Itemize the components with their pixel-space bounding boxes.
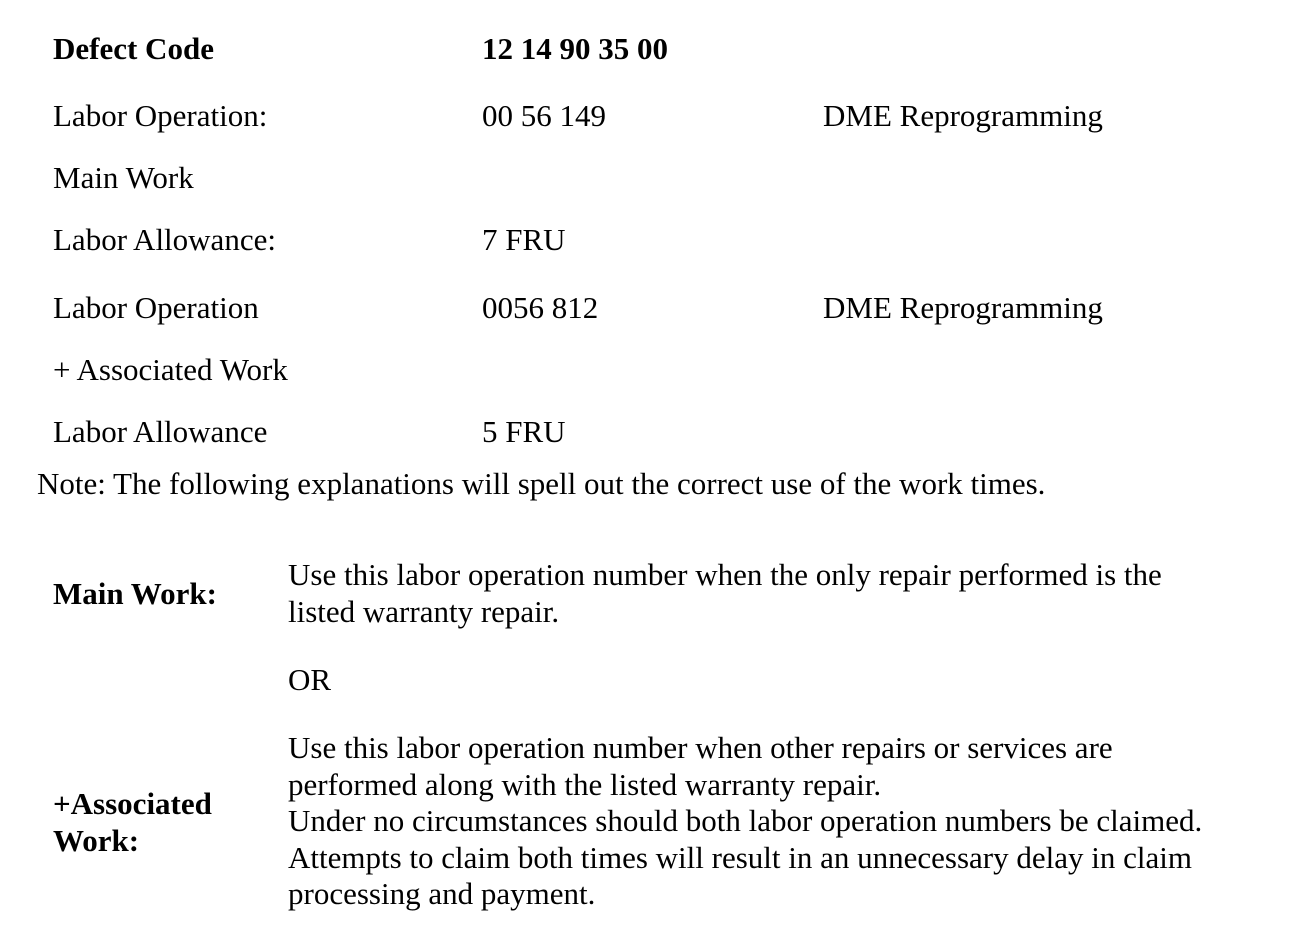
- defect-code-label: Defect Code: [53, 31, 214, 66]
- defect-code-value: 12 14 90 35 00: [482, 31, 668, 66]
- associated-work-definition-line: performed along with the listed warranty repair.: [288, 766, 882, 802]
- associated-work-term-line: Work:: [53, 822, 140, 858]
- associated-work-definition-line: Attempts to claim both times will result in an unnecessary delay in claim: [288, 839, 1192, 875]
- note-text: Note: The following explanations will spell out the correct use of the work times.: [37, 466, 1046, 501]
- labor-allowance-main-value: 7 FRU: [482, 222, 566, 257]
- associated-work-term-line: +Associated: [53, 786, 212, 821]
- labor-allowance-associated-value: 5 FRU: [482, 414, 566, 449]
- main-work-term: Main Work:: [53, 576, 217, 611]
- labor-operation-associated-label: Labor Operation: [53, 290, 259, 325]
- associated-work-term: [53, 786, 212, 859]
- labor-operation-main-number: 00 56 149: [482, 98, 606, 133]
- labor-operation-associated-description: DME Reprogramming: [823, 290, 1103, 325]
- labor-operation-main-description: DME Reprogramming: [823, 98, 1103, 133]
- or-separator: OR: [288, 662, 332, 697]
- labor-allowance-main-label: Labor Allowance:: [53, 222, 276, 257]
- main-work-definition: [288, 557, 1162, 630]
- associated-work-definition-line: Under no circumstances should both labor operation numbers be claimed.: [288, 803, 1203, 838]
- labor-allowance-associated-label: Labor Allowance: [53, 414, 268, 449]
- associated-work-definition: [288, 730, 1202, 913]
- main-work-definition-line: listed warranty repair.: [288, 593, 560, 629]
- main-work-label: Main Work: [53, 160, 194, 195]
- labor-operation-main-label: Labor Operation:: [53, 98, 268, 133]
- associated-work-definition-line: processing and payment.: [288, 876, 596, 911]
- associated-work-label: + Associated Work: [53, 352, 288, 387]
- labor-operation-associated-number: 0056 812: [482, 290, 599, 325]
- main-work-definition-line: Use this labor operation number when the only repair performed is the: [288, 557, 1162, 592]
- associated-work-definition-line: Use this labor operation number when other repairs or services are: [288, 730, 1113, 765]
